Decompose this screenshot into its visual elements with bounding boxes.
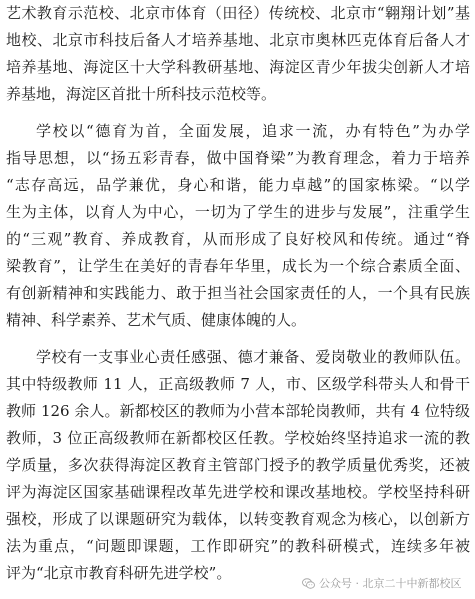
paragraph-line: 养基地，海淀区首批十所科技示范校等。: [6, 85, 277, 103]
paragraph-line: “志存高远，品学兼优，身心和谐，能力卓越”的国家栋梁。“以学: [6, 176, 470, 194]
paragraph-line: 教师 126 余人。新都校区的教师为小营本部轮岗教师，共有 4 位特级: [6, 402, 470, 420]
watermark-text: 公众号 · 北京二十中新都校区: [319, 577, 462, 590]
paragraph-line: 培养基地、海淀区十大学科教研基地、海淀区青少年拔尖创新人才培: [6, 58, 470, 76]
paragraph-line: 有创新精神和实践能力、敢于担当社会国家责任的人，一个具有民族: [6, 284, 470, 302]
paragraph-line: 评为“北京市教育科研先进学校”。: [6, 564, 232, 582]
paragraph-line: 其中特级教师 11 人，正高级教师 7 人，市、区级学科带头人和骨干: [6, 375, 470, 393]
paragraph-line: 艺术教育示范校、北京市体育（田径）传统校、北京市“翱翔计划”基: [6, 4, 470, 22]
paragraph-line: 学校有一支事业心责任感强、德才兼备、爱岗敬业的教师队伍。: [36, 348, 470, 366]
wechat-icon: [302, 578, 315, 589]
paragraph-line: 的“三观”教育、养成教育，从而形成了良好校风和传统。通过“脊: [6, 230, 470, 248]
paragraph-line: 梁教育”，让学生在美好的青春年华里，成长为一个综合素质全面、: [6, 257, 470, 275]
paragraph-line: 精神、科学素养、艺术气质、健康体魄的人。: [6, 311, 307, 329]
paragraph-line: 学质量，多次获得海淀区教育主管部门授予的教学质量优秀奖，还被: [6, 456, 470, 474]
account-watermark: [302, 574, 462, 592]
paragraph-line: 生为主体，以育人为中心，一切为了学生的进步与发展”，注重学生: [6, 203, 470, 221]
paragraph-line: 学校以“德育为首，全面发展，追求一流，办有特色”为办学: [36, 122, 470, 140]
paragraph-line: 法为重点，“问题即课题，工作即研究”的教科研模式，连续多年被: [6, 537, 470, 555]
paragraph-line: 强校，形成了以课题研究为载体，以转变教育观念为核心，以创新方: [6, 510, 470, 528]
paragraph-line: 教师，3 位正高级教师在新都校区任教。学校始终坚持追求一流的教: [6, 429, 470, 447]
paragraph-line: 评为海淀区国家基础课程改革先进学校和课改基地校。学校坚持科研: [6, 483, 470, 501]
paragraph-line: 地校、北京市科技后备人才培养基地、北京市奥林匹克体育后备人才: [6, 31, 470, 49]
paragraph-line: 指导思想，以“扬五彩青春，做中国脊梁”为教育理念，着力于培养: [6, 149, 470, 167]
